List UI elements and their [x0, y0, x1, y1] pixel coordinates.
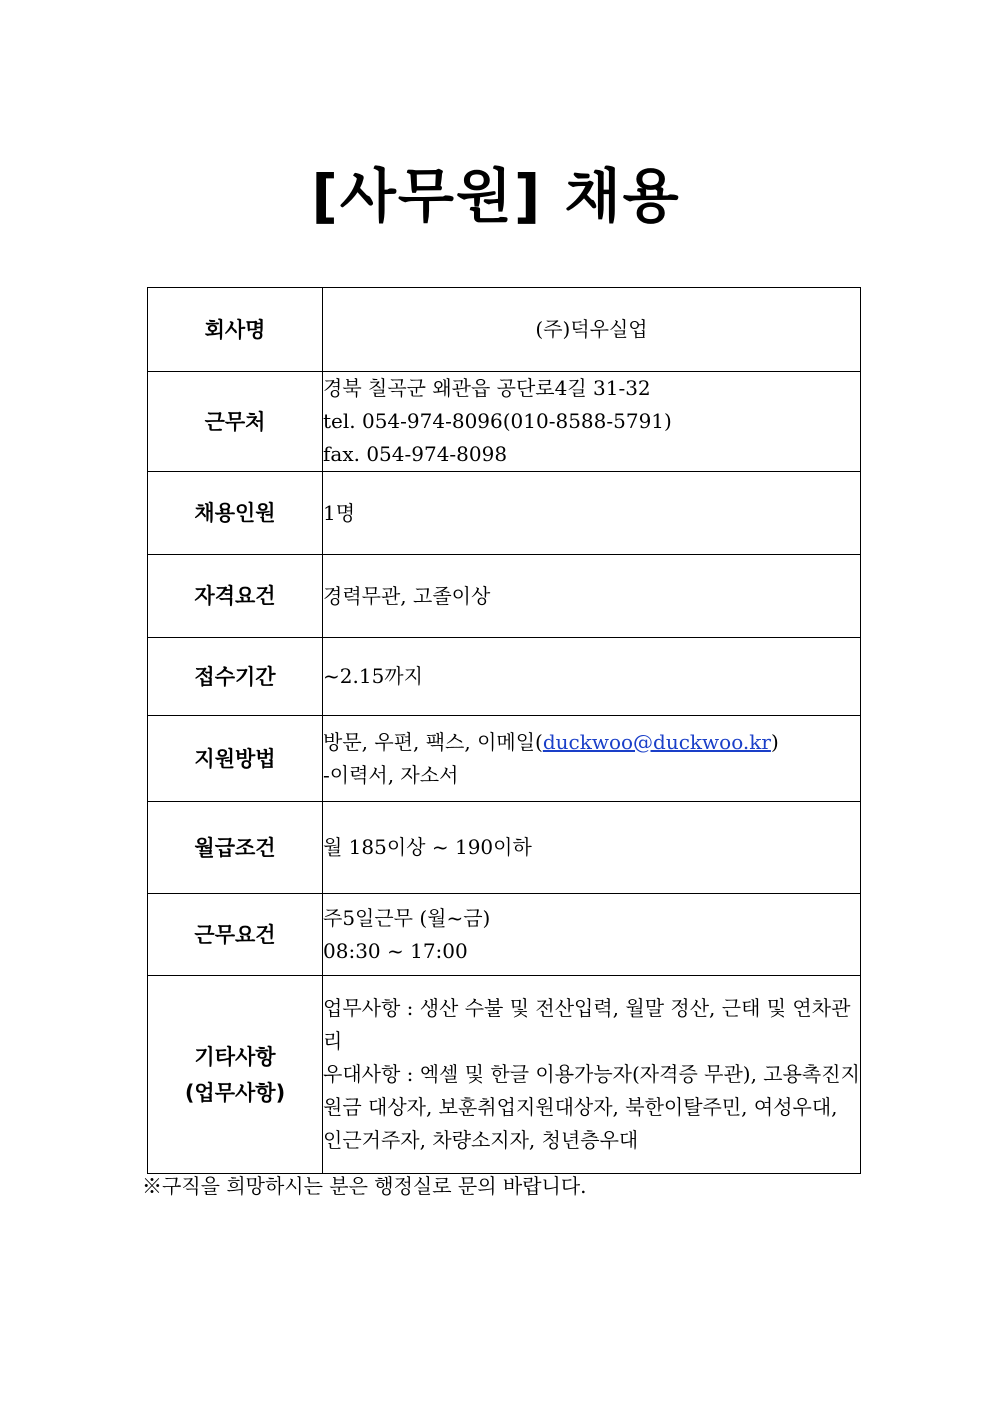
other-label	[148, 976, 323, 1174]
table-row-period	[148, 638, 861, 716]
hours-label: 근무요건	[148, 894, 323, 976]
method-line	[323, 726, 860, 759]
job-posting-table	[147, 287, 861, 1174]
method-prefix: 방문, 우편, 팩스, 이메일(	[323, 729, 543, 754]
preferences-text: 우대사항 : 엑셀 및 한글 이용가능자(자격증 무관), 고용촉진지원금 대상자, 보훈취업지원대상자, 북한이탈주민, 여성우대, 인근거주자, 차량소지자, 청년층우대	[323, 1062, 860, 1152]
salary-label: 월급조건	[148, 802, 323, 894]
table-row-location	[148, 372, 861, 472]
other-label-line2: (업무사항)	[184, 1080, 286, 1105]
duties-text: 업무사항 : 생산 수불 및 전산입력, 월말 정산, 근태 및 연차관리	[323, 996, 851, 1053]
company-label: 회사명	[148, 288, 323, 372]
location-label: 근무처	[148, 372, 323, 472]
other-label-line1: 기타사항	[194, 1044, 276, 1069]
table-row-headcount	[148, 472, 861, 555]
tel-text: tel. 054-974-8096(010-8588-5791)	[323, 409, 672, 433]
period-label: 접수기간	[148, 638, 323, 716]
method-suffix: )	[770, 729, 779, 754]
headcount-value: 1명	[323, 472, 861, 555]
method-label: 지원방법	[148, 716, 323, 802]
work-days-text: 주5일근무 (월~금)	[323, 905, 491, 930]
hours-value	[323, 894, 861, 976]
table-row-qualification	[148, 555, 861, 638]
qualification-label: 자격요건	[148, 555, 323, 638]
fax-text: fax. 054-974-8098	[323, 442, 508, 466]
table-row-hours	[148, 894, 861, 976]
table-row-method	[148, 716, 861, 802]
table-row-other	[148, 976, 861, 1174]
method-value	[323, 716, 861, 802]
location-value	[323, 372, 861, 472]
company-value: (주)덕우실업	[323, 288, 861, 372]
table-row-salary	[148, 802, 861, 894]
qualification-value: 경력무관, 고졸이상	[323, 555, 861, 638]
required-docs-text: -이력서, 자소서	[323, 762, 459, 787]
other-value	[323, 976, 861, 1174]
headcount-label: 채용인원	[148, 472, 323, 555]
table-row-company	[148, 288, 861, 372]
period-value: ~2.15까지	[323, 638, 861, 716]
address-text: 경북 칠곡군 왜관읍 공단로4길 31-32	[323, 376, 651, 400]
work-time-text: 08:30 ~ 17:00	[323, 938, 468, 963]
footnote: ※구직을 희망하시는 분은 행정실로 문의 바랍니다.	[142, 1174, 587, 1198]
page-title: [사무원] 채용	[311, 162, 681, 230]
email-link[interactable]: duckwoo@duckwoo.kr	[542, 729, 771, 754]
salary-value: 월 185이상 ~ 190이하	[323, 802, 861, 894]
